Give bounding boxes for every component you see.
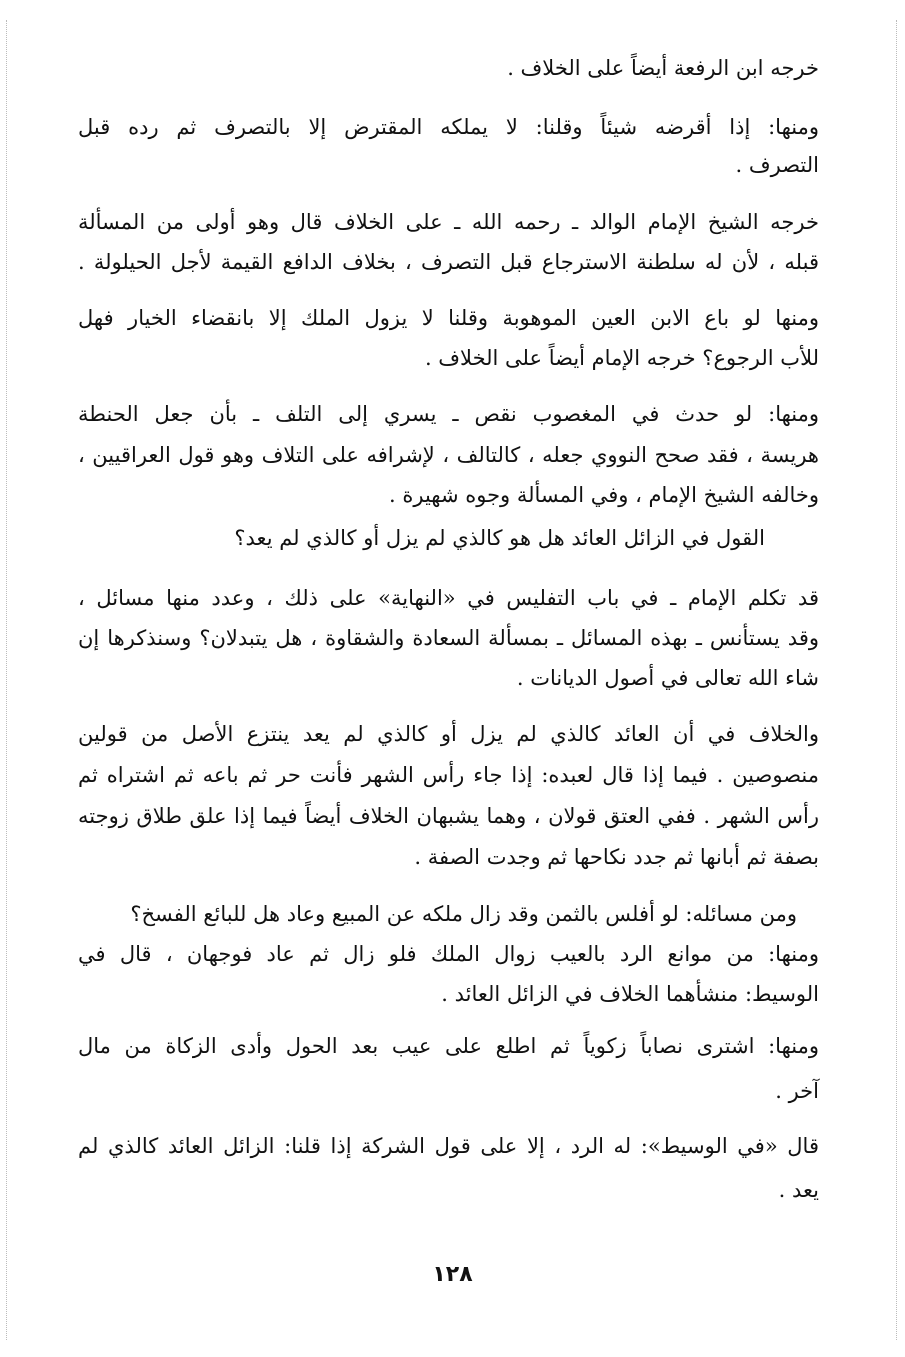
text-line: قال «في الوسيط»: له الرد ، إلا على قول الشركة إذا قلنا: الزائل العائد كالذي لم (78, 1134, 819, 1158)
text-line: للأب الرجوع؟ خرجه الإمام أيضاً على الخلاف . (424, 346, 819, 370)
text-line: شاء الله تعالى في أصول الديانات . (516, 666, 819, 690)
page-number: ١٢٨ (432, 1262, 473, 1287)
text-line: ومنها لو باع الابن العين الموهوبة وقلنا لا يزول الملك إلا بانقضاء الخيار فهل (78, 306, 819, 330)
text-line: ومنها: لو حدث في المغصوب نقص ـ يسري إلى التلف ـ بأن جعل الحنطة (78, 402, 819, 426)
text-line: منصوصين . فيما إذا قال لعبده: إذا جاء رأس الشهر فأنت حر ثم باعه ثم اشتراه ثم (78, 763, 819, 787)
text-line: خرجه ابن الرفعة أيضاً على الخلاف . (507, 56, 819, 80)
text-line: وخالفه الشيخ الإمام ، وفي المسألة وجوه شهيرة . (389, 483, 819, 507)
text-line: قبله ، لأن له سلطنة الاسترجاع قبل التصرف ، بخلاف الدافع القيمة لأجل الحيلولة . (78, 250, 819, 274)
text-line: التصرف . (735, 153, 819, 177)
text-line: ومنها: إذا أقرضه شيئاً وقلنا: لا يملكه المقترض إلا بالتصرف ثم رده قبل (78, 115, 819, 139)
text-line: رأس الشهر . ففي العتق قولان ، وهما يشبهان الخلاف أيضاً فيما إذا علق طلاق زوجته (78, 804, 819, 828)
text-line: هريسة ، فقد صحح النووي جعله ، كالتالف ، لإشرافه على التلاف وهو قول العراقيين ، (78, 443, 819, 467)
text-line: ومنها: من موانع الرد بالعيب زوال الملك فلو زال ثم عاد فوجهان ، قال في (78, 942, 819, 966)
text-line: آخر . (775, 1079, 819, 1103)
text-line: قد تكلم الإمام ـ في باب التفليس في «النهاية» على ذلك ، وعدد منها مسائل ، (78, 586, 819, 610)
section-heading: القول في الزائل العائد هل هو كالذي لم يزل أو كالذي لم يعد؟ (234, 526, 765, 550)
text-line: خرجه الشيخ الإمام الوالد ـ رحمه الله ـ على الخلاف قال وهو أولى من المسألة (78, 210, 819, 234)
text-line: وقد يستأنس ـ بهذه المسائل ـ بمسألة السعادة والشقاوة ، هل يتبدلان؟ وسنذكرها إن (78, 626, 819, 650)
text-line: والخلاف في أن العائد كالذي لم يزل أو كالذي لم يعد ينتزع الأصل من قولين (78, 722, 819, 746)
page-edge-left (6, 20, 8, 1340)
text-line: ومنها: اشترى نصاباً زكوياً ثم اطلع على عيب بعد الحول وأدى الزكاة من مال (78, 1034, 819, 1058)
text-line: ومن مسائله: لو أفلس بالثمن وقد زال ملكه عن المبيع وعاد هل للبائع الفسخ؟ (130, 902, 797, 926)
page-edge-right (895, 20, 897, 1340)
text-line: بصفة ثم أبانها ثم جدد نكاحها ثم وجدت الصفة . (414, 845, 819, 869)
text-line: يعد . (778, 1178, 819, 1202)
text-line: الوسيط: منشأهما الخلاف في الزائل العائد . (441, 982, 819, 1006)
